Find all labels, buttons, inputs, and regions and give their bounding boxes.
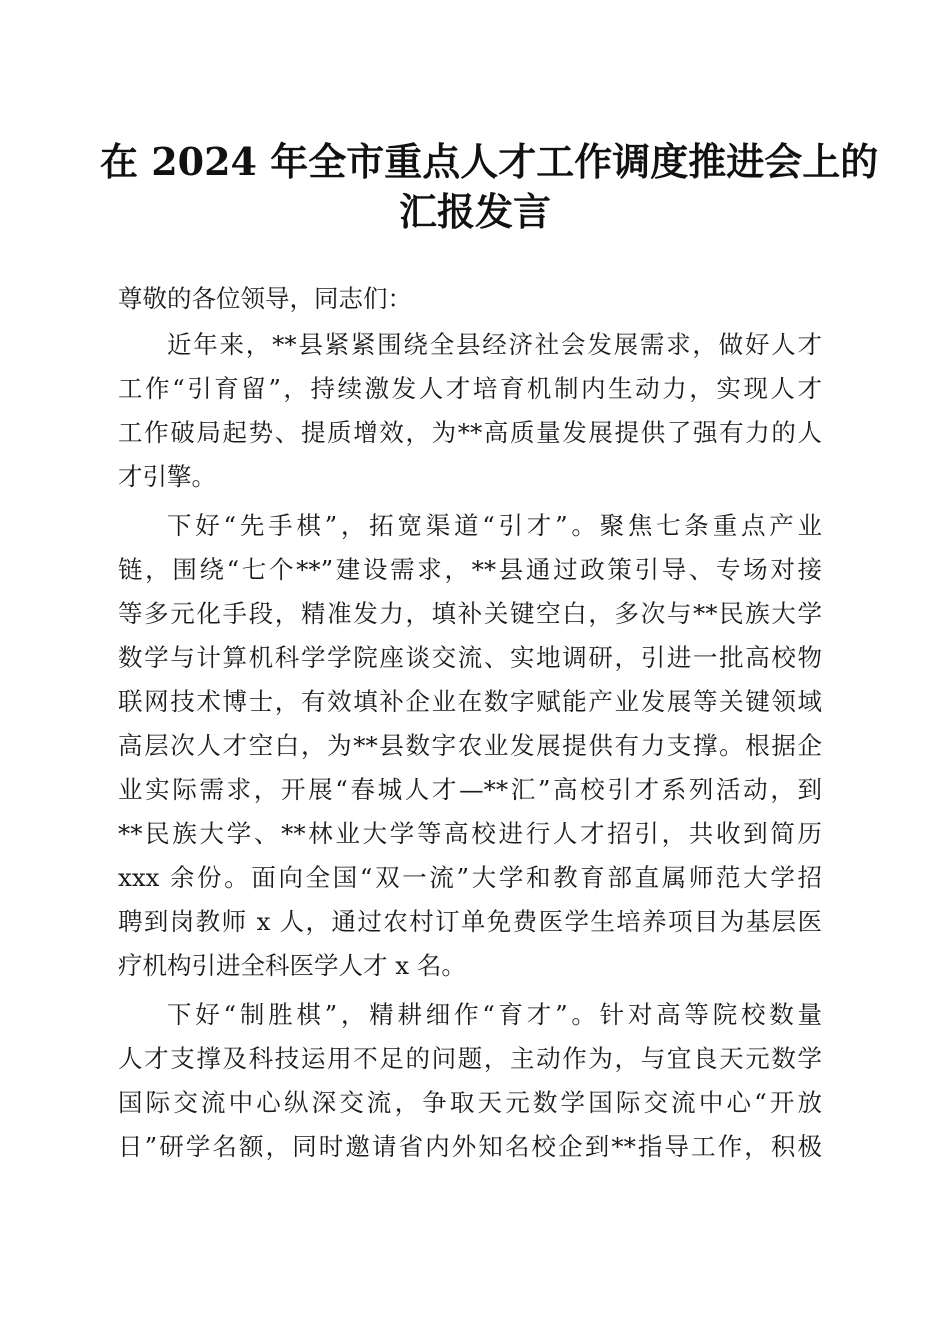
paragraph-line: 聘到岗教师 x 人，通过农村订单免费医学生培养项目为基层医: [118, 907, 822, 936]
paragraph-line: xxx 余份。面向全国“双一流”大学和教育部直属师范大学招: [118, 863, 822, 892]
paragraph-recruit-talent: [118, 504, 822, 988]
paragraph-line: 国际交流中心纵深交流，争取天元数学国际交流中心“开放: [118, 1088, 822, 1117]
paragraph-cultivate-talent: [118, 993, 822, 1169]
title-line-2: 汇报发言: [398, 189, 551, 234]
paragraph-line: **民族大学、**林业大学等高校进行人才招引，共收到简历: [118, 819, 822, 848]
paragraph-line: 人才支撑及科技运用不足的问题，主动作为，与宜良天元数学: [118, 1044, 822, 1073]
paragraph-line: 业实际需求，开展“春城人才—**汇”高校引才系列活动，到: [118, 775, 822, 804]
title-line-1: 在 2024 年全市重点人才工作调度推进会上的: [100, 139, 879, 184]
paragraph-line: 下好“制胜棋”，精耕细作“育才”。针对高等院校数量: [167, 1000, 822, 1029]
paragraph-line: 工作“引育留”，持续激发人才培育机制内生动力，实现人才: [118, 374, 822, 403]
paragraph-line: 链，围绕“七个**”建设需求，**县通过政策引导、专场对接: [118, 555, 822, 584]
paragraph-line: 才引擎。: [118, 462, 216, 491]
document-title: [100, 137, 879, 237]
paragraph-intro: [118, 323, 822, 499]
salutation: 尊敬的各位领导，同志们：: [118, 284, 412, 313]
paragraph-line: 近年来，**县紧紧围绕全县经济社会发展需求，做好人才: [167, 330, 822, 359]
paragraph-line: 高层次人才空白，为**县数字农业发展提供有力支撑。根据企: [118, 731, 822, 760]
paragraph-line: 工作破局起势、提质增效，为**高质量发展提供了强有力的人: [118, 418, 822, 447]
paragraph-line: 等多元化手段，精准发力，填补关键空白，多次与**民族大学: [118, 599, 822, 628]
paragraph-line: 疗机构引进全科医学人才 x 名。: [118, 951, 466, 980]
paragraph-line: 数学与计算机科学学院座谈交流、实地调研，引进一批高校物: [118, 643, 822, 672]
paragraph-line: 联网技术博士，有效填补企业在数字赋能产业发展等关键领域: [118, 687, 822, 716]
paragraph-line: 日”研学名额，同时邀请省内外知名校企到**指导工作，积极: [118, 1132, 822, 1161]
paragraph-line: 下好“先手棋”，拓宽渠道“引才”。聚焦七条重点产业: [167, 511, 822, 540]
document-body: [118, 280, 822, 1174]
